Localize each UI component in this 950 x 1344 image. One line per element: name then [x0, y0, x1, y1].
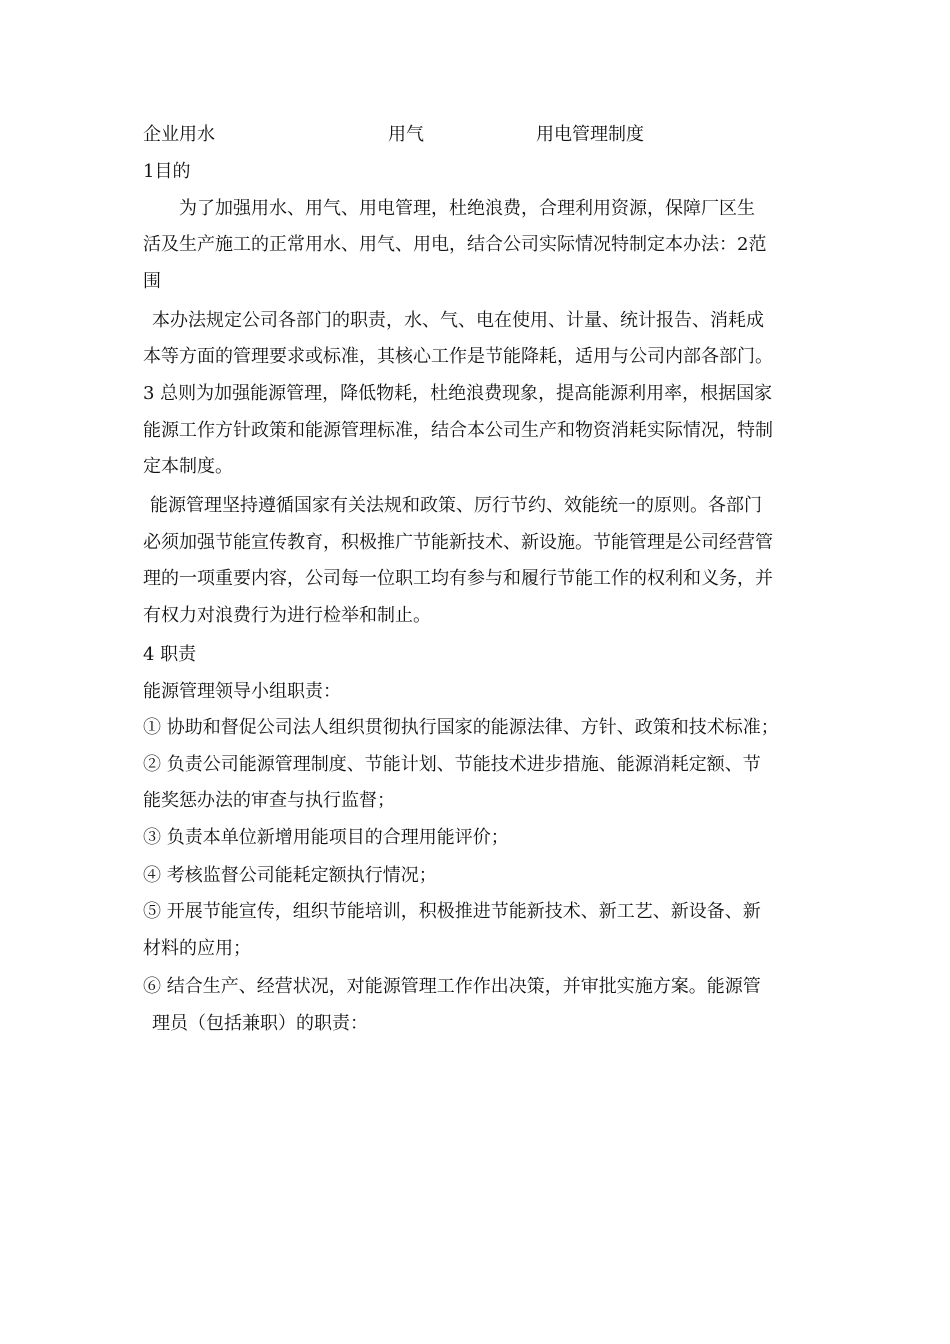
subheading: 能源管理领导小组职责：	[143, 681, 341, 702]
section-1-heading: 1目的	[143, 161, 191, 182]
body-line: 为了加强用水、用气、用电管理，杜绝浪费，合理利用资源，保障厂区生	[179, 198, 755, 219]
list-item: ③ 负责本单位新增用能项目的合理用能评价；	[143, 827, 509, 848]
list-item-continued: 材料的应用；	[143, 938, 251, 959]
list-item-continued: 能奖惩办法的审查与执行监督；	[143, 790, 395, 811]
section-3-line: 3 总则为加强能源管理，降低物耗，杜绝浪费现象，提高能源利用率，根据国家	[143, 383, 773, 404]
list-item: ⑥ 结合生产、经营状况，对能源管理工作作出决策，并审批实施方案。能源管	[143, 976, 761, 997]
body-line: 能源管理坚持遵循国家有关法规和政策、厉行节约、效能统一的原则。各部门	[150, 495, 762, 516]
body-line: 必须加强节能宣传教育，积极推广节能新技术、新设施。节能管理是公司经营管	[143, 532, 773, 553]
body-line: 理员（包括兼职）的职责：	[152, 1013, 368, 1034]
title-part-water: 企业用水	[143, 124, 215, 145]
body-line: 定本制度。	[143, 456, 233, 477]
title-part-gas: 用气	[388, 124, 424, 145]
body-line: 能源工作方针政策和能源管理标准，结合本公司生产和物资消耗实际情况，特制	[143, 420, 773, 441]
body-line: 围	[143, 271, 161, 292]
list-item: ① 协助和督促公司法人组织贯彻执行国家的能源法律、方针、政策和技术标准；	[143, 717, 779, 738]
body-line: 活及生产施工的正常用水、用气、用电，结合公司实际情况特制定本办法：2范	[143, 234, 767, 255]
body-line: 有权力对浪费行为进行检举和制止。	[143, 605, 431, 626]
list-item: ⑤ 开展节能宣传，组织节能培训，积极推进节能新技术、新工艺、新设备、新	[143, 901, 761, 922]
list-item: ② 负责公司能源管理制度、节能计划、节能技术进步措施、能源消耗定额、节	[143, 754, 761, 775]
title-part-electricity: 用电管理制度	[536, 124, 644, 145]
list-item: ④ 考核监督公司能耗定额执行情况；	[143, 865, 437, 886]
body-line: 理的一项重要内容，公司每一位职工均有参与和履行节能工作的权利和义务，并	[143, 568, 773, 589]
body-line: 本等方面的管理要求或标准，其核心工作是节能降耗，适用与公司内部各部门。	[143, 346, 773, 367]
body-line: 本办法规定公司各部门的职责，水、气、电在使用、计量、统计报告、消耗成	[152, 310, 764, 331]
section-4-heading: 4 职责	[143, 644, 197, 665]
